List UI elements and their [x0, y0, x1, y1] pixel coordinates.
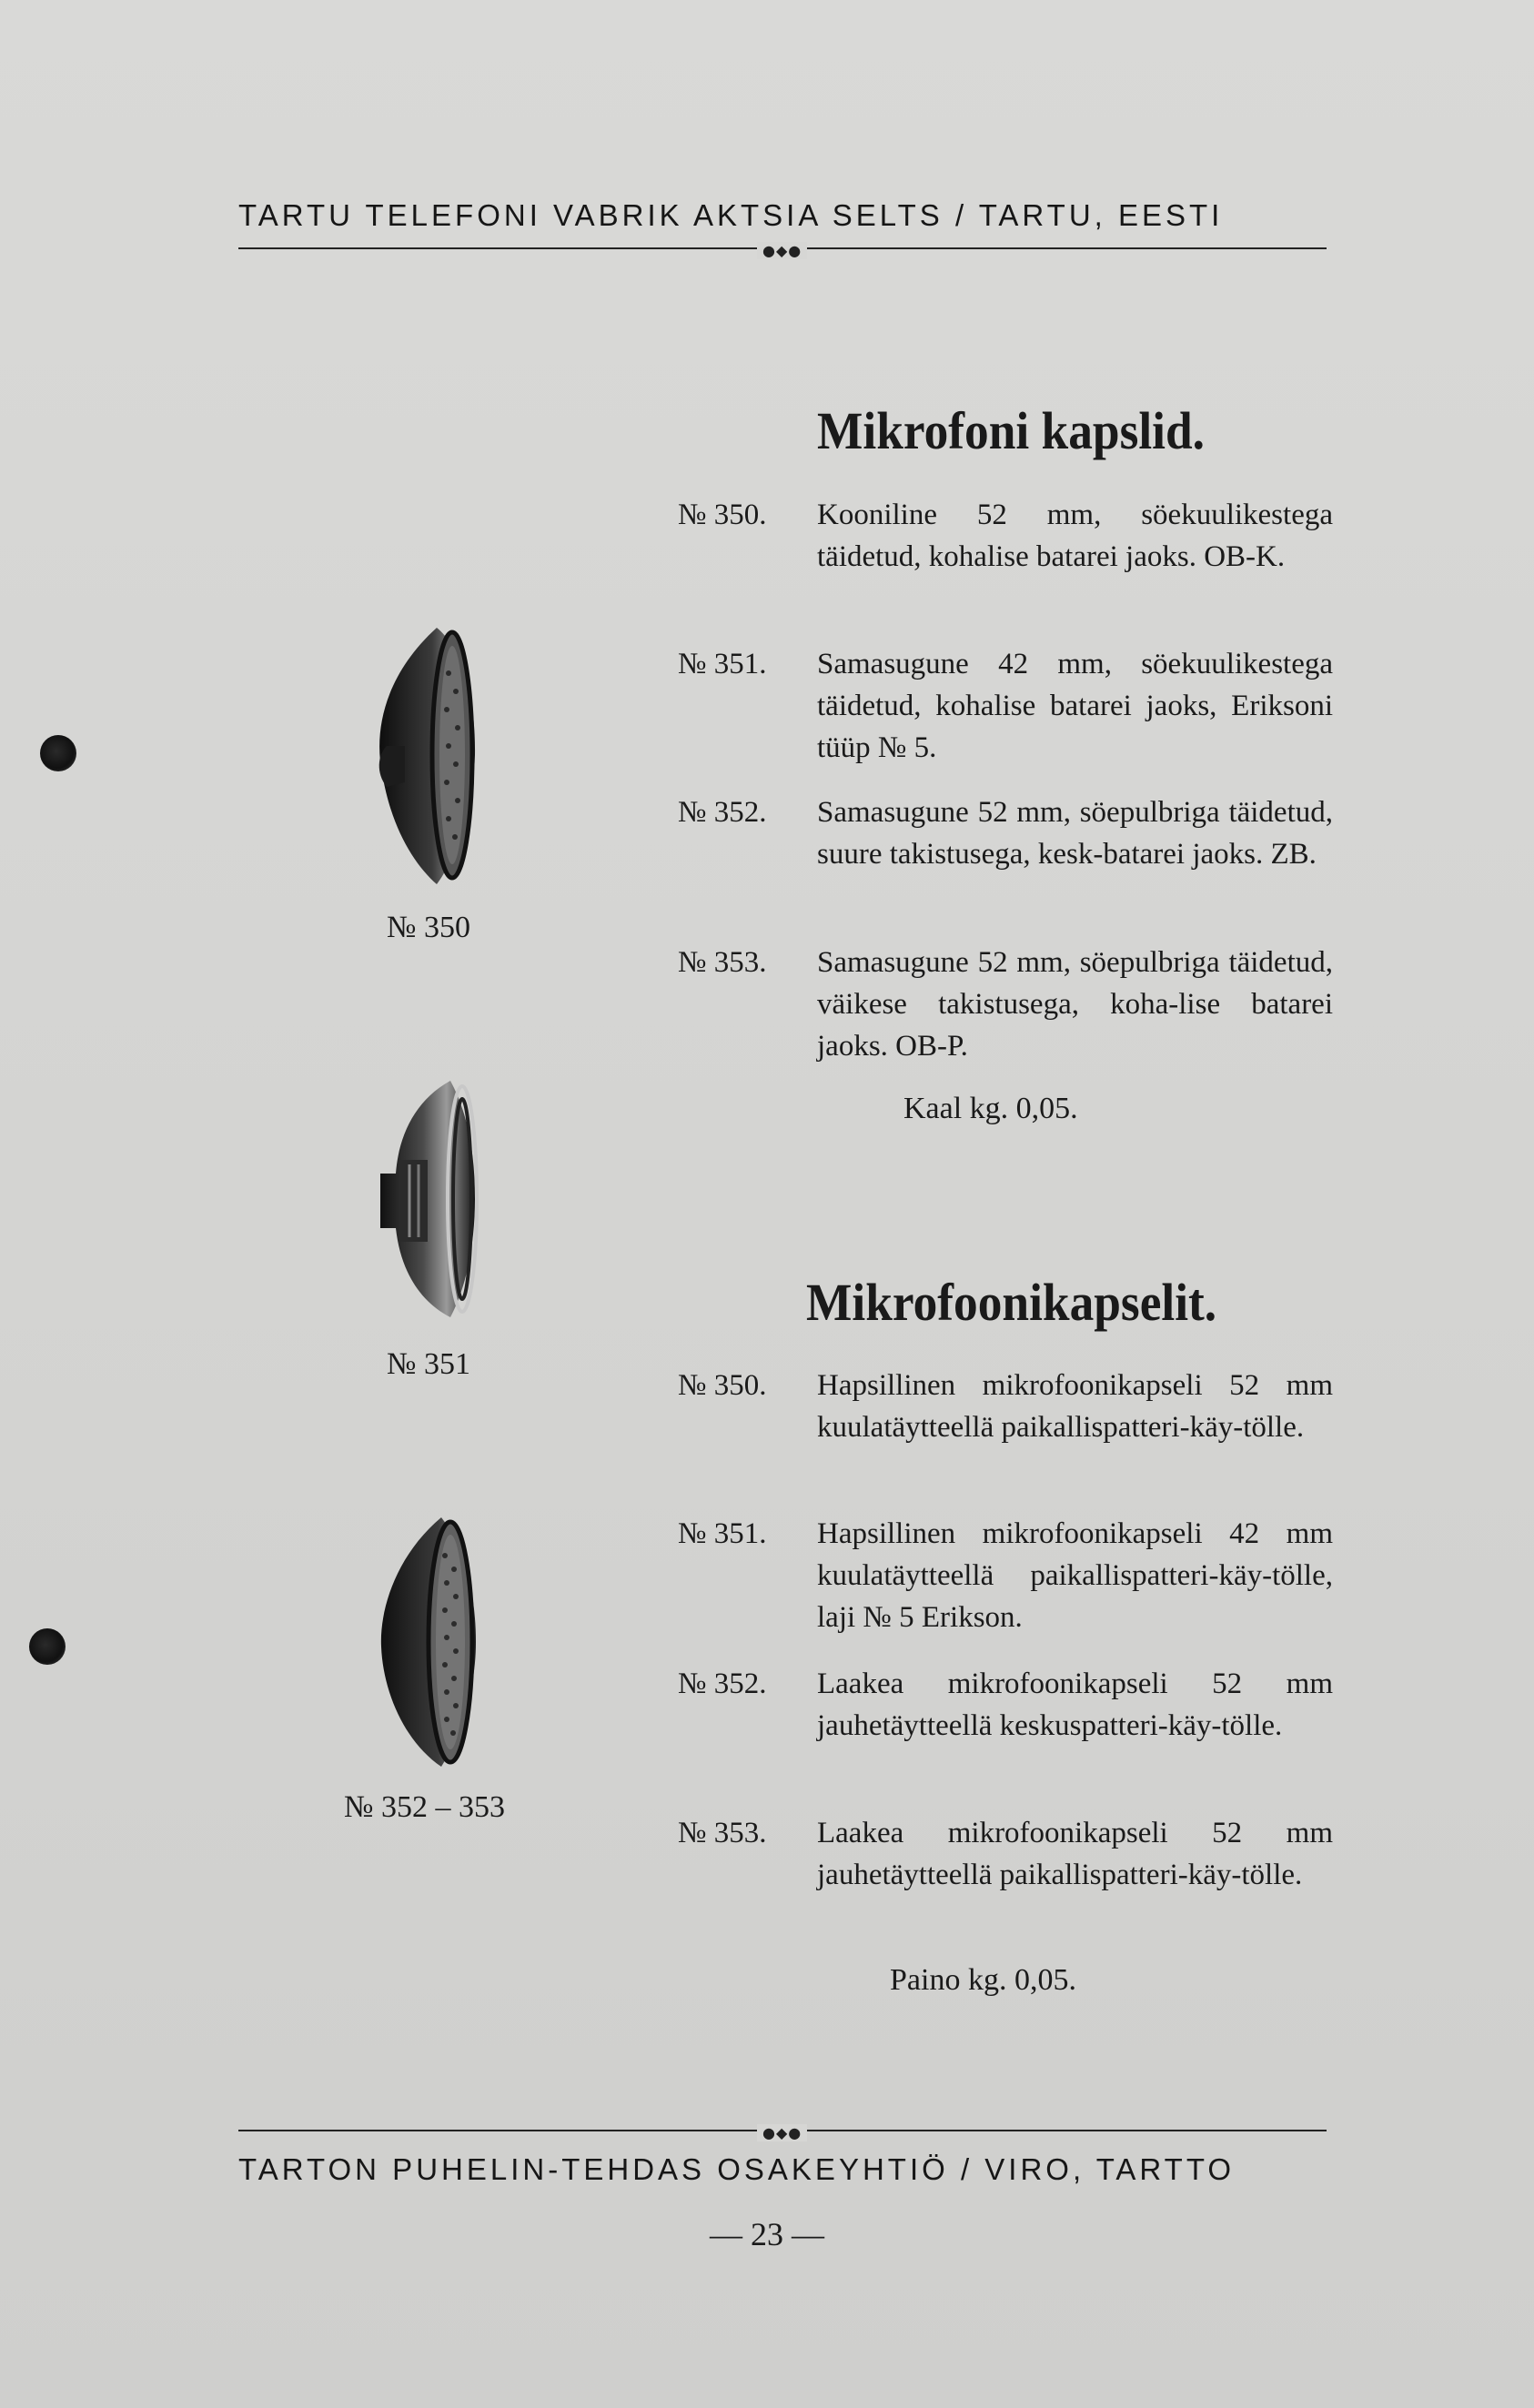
footer-rule — [238, 2124, 1327, 2141]
running-head: TARTU TELEFONI VABRIK AKTSIA SELTS / TARTU, EESTI — [238, 198, 1224, 232]
microphone-capsule-351-image — [373, 1073, 491, 1324]
rule-ornament: ●◆● — [757, 242, 807, 259]
punch-hole-bottom — [29, 1628, 66, 1665]
entry-text: Samasugune 52 mm, söepulbriga täidetud, väikese takistusega, koha-lise batarei jaoks. OB-P. — [817, 946, 1333, 1063]
entry-number: № 353. — [678, 1817, 767, 1849]
entry-est-352 — [678, 791, 1333, 919]
punch-hole-top — [40, 735, 76, 771]
entry-text: Laakea mikrofoonikapseli 52 mm jauhetäytteellä paikallispatteri-käy-tölle. — [817, 1817, 1333, 1891]
microphone-capsule-352-353-image — [368, 1510, 491, 1774]
entry-text: Hapsillinen mikrofoonikapseli 42 mm kuulatäytteellä paikallispatteri-käy-tölle, laji № 5 Erikson. — [817, 1517, 1333, 1634]
figure-caption-350: № 350 — [387, 911, 470, 944]
weight-finnish: Paino kg. 0,05. — [890, 1963, 1076, 1997]
entry-fin-353 — [678, 1812, 1333, 1939]
running-foot: TARTON PUHELIN-TEHDAS OSAKEYHTIÖ / VIRO, TARTTO — [238, 2152, 1236, 2186]
entry-fin-350 — [678, 1365, 1333, 1492]
figure-caption-352-353: № 352 – 353 — [344, 1790, 505, 1824]
entry-text: Samasugune 52 mm, söepulbriga täidetud, suure takistusega, kesk-batarei jaoks. ZB. — [817, 796, 1333, 871]
entry-text: Laakea mikrofoonikapseli 52 mm jauhetäytteellä keskuspatteri-käy-tölle. — [817, 1667, 1333, 1742]
entry-est-350 — [678, 494, 1333, 621]
entry-est-351 — [678, 643, 1333, 771]
weight-estonian: Kaal kg. 0,05. — [903, 1092, 1078, 1125]
rule-ornament: ●◆● — [757, 2124, 807, 2141]
figure-caption-351: № 351 — [387, 1347, 470, 1381]
section-title-finnish: Mikrofoonikapselit. — [806, 1273, 1217, 1332]
entry-number: № 350. — [678, 499, 767, 531]
entry-number: № 351. — [678, 1517, 767, 1550]
page-number: — 23 — — [710, 2216, 824, 2252]
microphone-capsule-350-image — [368, 619, 496, 892]
entry-number: № 351. — [678, 648, 767, 680]
entry-number: № 352. — [678, 1667, 767, 1700]
entry-text: Samasugune 42 mm, söekuulikestega täidetud, kohalise batarei jaoks, Eriksoni tüüp № 5. — [817, 648, 1333, 764]
entry-number: № 353. — [678, 946, 767, 979]
entry-fin-352 — [678, 1663, 1333, 1790]
entry-fin-351 — [678, 1513, 1333, 1640]
entry-est-353 — [678, 942, 1333, 1069]
entry-number: № 350. — [678, 1369, 767, 1402]
entry-number: № 352. — [678, 796, 767, 829]
header-rule — [238, 242, 1327, 259]
entry-text: Hapsillinen mikrofoonikapseli 52 mm kuulatäytteellä paikallispatteri-käy-tölle. — [817, 1369, 1333, 1444]
section-title-estonian: Mikrofoni kapslid. — [817, 401, 1206, 460]
entry-text: Kooniline 52 mm, söekuulikestega täidetud, kohalise batarei jaoks. OB-K. — [817, 499, 1333, 573]
